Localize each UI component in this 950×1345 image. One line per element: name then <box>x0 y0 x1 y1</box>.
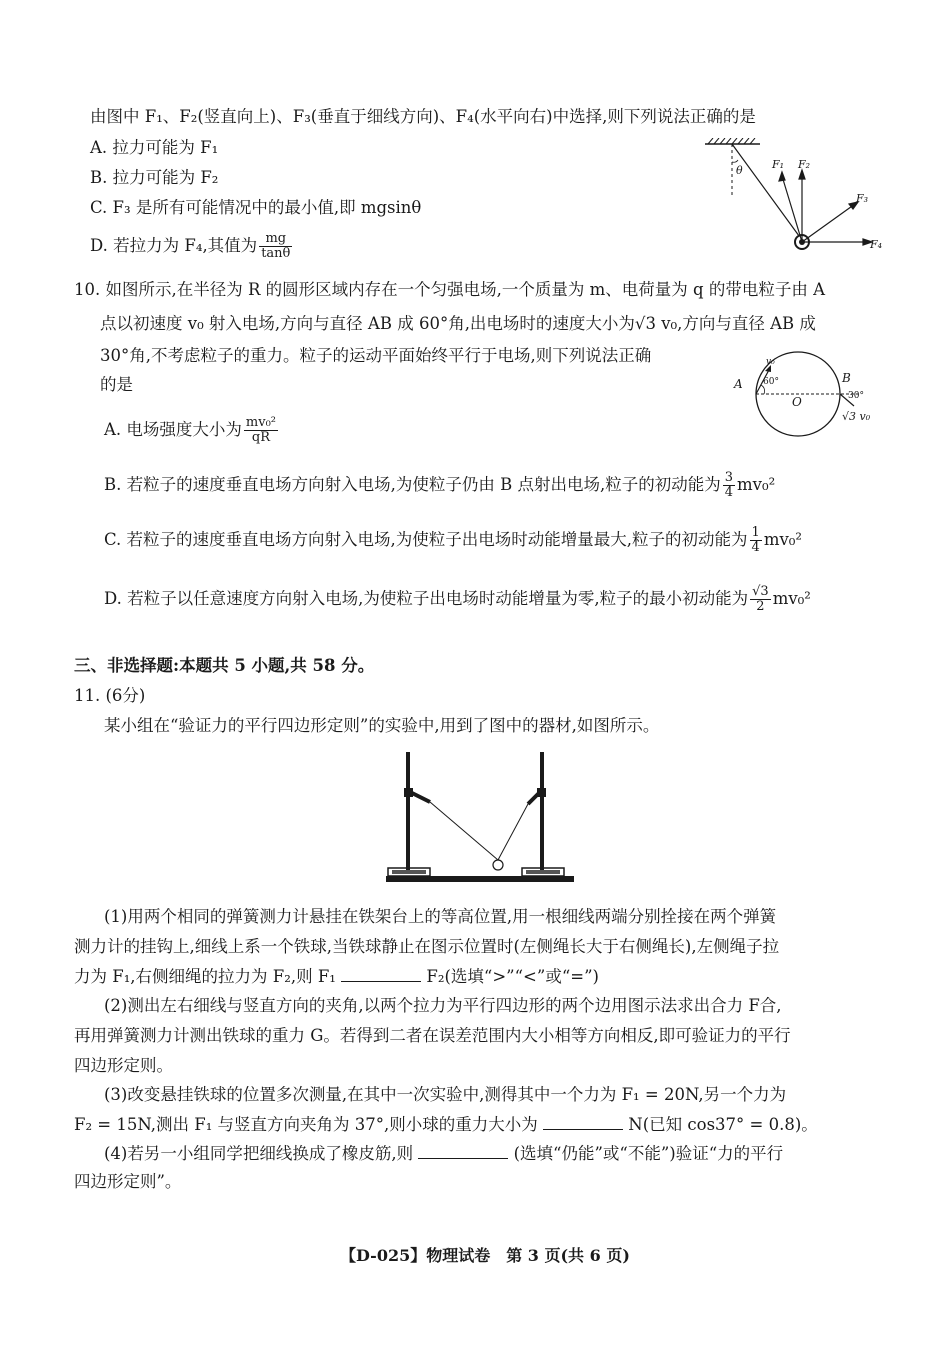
q10-option-d <box>104 585 811 614</box>
q10-option-b-fraction <box>723 471 735 500</box>
q10-line-4: 的是 <box>100 375 133 394</box>
fraction-numerator: mg <box>259 232 292 247</box>
q9-option-c: C. F₃ 是所有可能情况中的最小值,即 mgsinθ <box>90 198 422 217</box>
page-footer: 【D-025】物理试卷 第 3 页(共 6 页) <box>340 1246 630 1265</box>
q11-p4-line-2: 四边形定则”。 <box>74 1172 182 1191</box>
fraction-numerator: mv₀² <box>245 415 277 430</box>
fraction-denominator: tanθ <box>261 246 291 261</box>
q9-option-d-fraction <box>259 232 292 261</box>
fraction-numerator: 3 <box>724 470 734 485</box>
q11-p2-line-3: 四边形定则。 <box>74 1056 173 1075</box>
theta-label: θ <box>736 164 743 177</box>
q9-intro: 由图中 F₁、F₂(竖直向上)、F₃(垂直于细线方向)、F₄(水平向右)中选择,则下列说法正确的是 <box>90 107 756 126</box>
q11-heading: 11. (6分) <box>74 686 146 705</box>
q9-option-a: A. 拉力可能为 F₁ <box>90 138 219 157</box>
q10-option-a-fraction <box>244 416 278 445</box>
answer-blank-2[interactable] <box>543 1113 623 1130</box>
f4-label: F₄ <box>870 238 883 251</box>
q10-circle-diagram <box>730 350 890 440</box>
q9-option-d-text: D. 若拉力为 F₄,其值为 <box>90 236 258 255</box>
answer-blank-3[interactable] <box>418 1142 508 1159</box>
q10-option-c-text: C. 若粒子的速度垂直电场方向射入电场,为使粒子出电场时动能增量最大,粒子的初动能为 <box>104 530 748 549</box>
fraction-denominator: qR <box>251 430 271 445</box>
q10-option-d-unit: mv₀² <box>772 589 811 608</box>
fraction-denominator: 2 <box>756 599 765 614</box>
point-b-label: B <box>842 371 851 385</box>
f1-label: F₁ <box>772 158 785 171</box>
fraction-numerator: √3 <box>752 584 769 599</box>
fraction-numerator: 1 <box>751 525 760 540</box>
v0-label: v₀ <box>766 357 775 367</box>
q11-p2-line-2: 再用弹簧测力计测出铁球的重力 G。若得到二者在误差范围内大小相等方向相反,即可验证力的平行 <box>74 1026 791 1045</box>
q10-option-d-text: D. 若粒子以任意速度方向射入电场,为使粒子出电场时动能增量为零,粒子的最小初动能为 <box>104 589 749 608</box>
q10-option-c-fraction <box>750 526 762 555</box>
q11-intro: 某小组在“验证力的平行四边形定则”的实验中,用到了图中的器材,如图所示。 <box>104 716 660 735</box>
q10-option-d-fraction <box>750 585 771 614</box>
q10-option-b <box>104 471 775 500</box>
q10-option-c <box>104 526 802 555</box>
f3-label: F₃ <box>856 192 869 205</box>
q11-p1-text-b: F₂(选填“>”“<”或“=”) <box>426 967 599 986</box>
f2-label: F₂ <box>798 158 811 171</box>
section-3-heading: 三、非选择题:本题共 5 小题,共 58 分。 <box>74 656 375 675</box>
answer-blank-1[interactable] <box>341 965 421 982</box>
point-a-label: A <box>734 377 743 391</box>
center-o-label: O <box>792 395 802 409</box>
q11-p3-line-2 <box>74 1113 818 1136</box>
q9-force-diagram <box>700 138 890 260</box>
q10-option-b-text: B. 若粒子的速度垂直电场方向射入电场,为使粒子仍由 B 点射出电场,粒子的初动能为 <box>104 475 721 494</box>
q11-p1-line-3 <box>74 965 599 988</box>
fraction-denominator: 4 <box>724 485 734 500</box>
q11-p1-line-1: (1)用两个相同的弹簧测力计悬挂在铁架台上的等高位置,用一根细线两端分别拴接在两个弹簧 <box>104 907 777 926</box>
q11-p4-line-1 <box>104 1142 783 1165</box>
q11-p3-text-a: F₂ = 15N,测出 F₁ 与竖直方向夹角为 37°,则小球的重力大小为 <box>74 1115 538 1134</box>
angle-60-label: 60° <box>763 377 779 387</box>
fraction-denominator: 4 <box>751 540 760 555</box>
q11-p3-text-b: N(已知 cos37° = 0.8)。 <box>628 1115 818 1134</box>
exit-velocity-label: √3 v₀ <box>842 410 871 423</box>
q11-p1-line-2: 测力计的挂钩上,细线上系一个铁球,当铁球静止在图示位置时(左侧绳长大于右侧绳长),左侧绳子拉 <box>74 937 780 956</box>
q10-option-c-unit: mv₀² <box>763 530 803 549</box>
q11-p1-text-a: 力为 F₁,右侧细绳的拉力为 F₂,则 F₁ <box>74 967 336 986</box>
q11-p3-line-1: (3)改变悬挂铁球的位置多次测量,在其中一次实验中,测得其中一个力为 F₁ = 20N,另一个力为 <box>104 1085 787 1104</box>
q9-option-d <box>90 232 294 261</box>
q9-option-b: B. 拉力可能为 F₂ <box>90 168 219 187</box>
q10-line-1: 10. 如图所示,在半径为 R 的圆形区域内存在一个匀强电场,一个质量为 m、电荷量为 q 的带电粒子由 A <box>74 280 825 299</box>
q11-p2-line-1: (2)测出左右细线与竖直方向的夹角,以两个拉力为平行四边形的两个边用图示法求出合力 F合, <box>104 996 782 1015</box>
q10-option-a-text: A. 电场强度大小为 <box>104 420 242 439</box>
angle-30-label: 30° <box>848 391 864 401</box>
q10-option-a <box>104 416 280 445</box>
q10-option-b-unit: mv₀² <box>737 475 776 494</box>
q10-line-3: 30°角,不考虑粒子的重力。粒子的运动平面始终平行于电场,则下列说法正确 <box>100 346 652 365</box>
q10-line-2: 点以初速度 v₀ 射入电场,方向与直径 AB 成 60°角,出电场时的速度大小为√3 v₀,方向与直径 AB 成 <box>100 314 816 333</box>
q11-apparatus-diagram <box>380 748 580 893</box>
q11-p4-text-a: (4)若另一小组同学把细线换成了橡皮筋,则 <box>104 1144 414 1163</box>
q11-p4-text-b: (选填“仍能”或“不能”)验证“力的平行 <box>513 1144 784 1163</box>
